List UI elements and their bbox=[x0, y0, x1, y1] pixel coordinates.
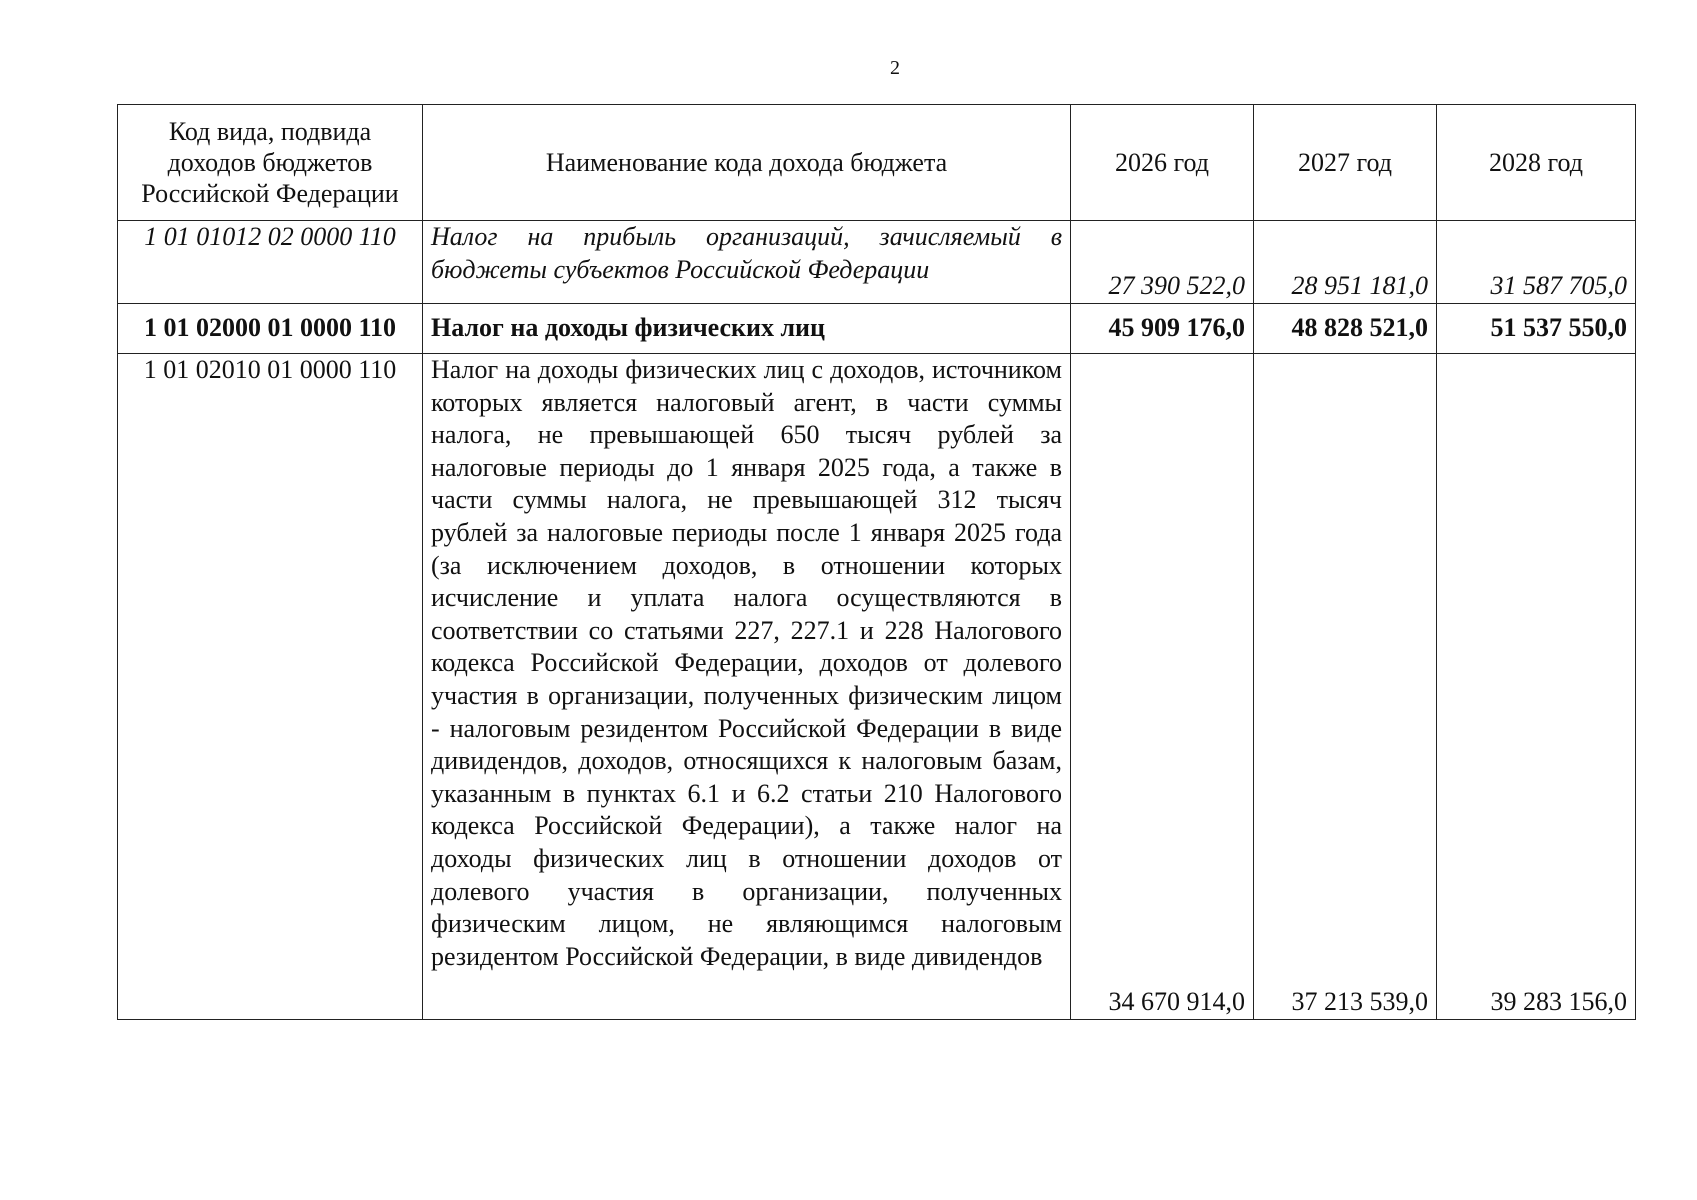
header-name: Наименование кода дохода бюджета bbox=[423, 105, 1071, 221]
revenue-code: 1 01 01012 02 0000 110 bbox=[118, 221, 423, 304]
amount-2026: 27 390 522,0 bbox=[1071, 221, 1254, 304]
budget-revenue-table bbox=[117, 104, 1636, 1020]
amount-2026: 34 670 914,0 bbox=[1071, 354, 1254, 1020]
amount-2026: 45 909 176,0 bbox=[1071, 304, 1254, 354]
amount-2027: 37 213 539,0 bbox=[1254, 354, 1437, 1020]
amount-2027: 28 951 181,0 bbox=[1254, 221, 1437, 304]
table-row bbox=[118, 304, 1636, 354]
amount-2027: 48 828 521,0 bbox=[1254, 304, 1437, 354]
revenue-name: Налог на доходы физических лиц bbox=[423, 304, 1071, 354]
revenue-name: Налог на доходы физических лиц с доходов, источником которых является налоговый агент, в части суммы налога, не превышающей 650 тысяч рублей за налоговые периоды до 1 января 2025 года, а также в части суммы налога, не превышающей 312 тысяч рублей за налоговые периоды после 1 января 2025 года (за исключением доходов, в отношении которых исчисление и уплата налога осуществляются в соответствии со статьями 227, 227.1 и 228 Налогового кодекса Российской Федерации, доходов от долевого участия в организации, полученных физическим лицом - налоговым резидентом Российской Федерации в виде дивидендов, доходов, относящихся к налоговым базам, указанным в пунктах 6.1 и 6.2 статьи 210 Налогового кодекса Российской Федерации), а также налог на доходы физических лиц в отношении доходов от долевого участия в организации, полученных физическим лицом, не являющимся налоговым резидентом Российской Федерации, в виде дивидендов bbox=[423, 354, 1071, 1020]
revenue-code: 1 01 02000 01 0000 110 bbox=[118, 304, 423, 354]
header-year-2028: 2028 год bbox=[1437, 105, 1636, 221]
header-code: Код вида, подвида доходов бюджетов Российской Федерации bbox=[118, 105, 423, 221]
table-row bbox=[118, 354, 1636, 1020]
amount-2028: 51 537 550,0 bbox=[1437, 304, 1636, 354]
amount-2028: 31 587 705,0 bbox=[1437, 221, 1636, 304]
header-year-2026: 2026 год bbox=[1071, 105, 1254, 221]
page-number: 2 bbox=[890, 57, 900, 79]
table-header-row bbox=[118, 105, 1636, 221]
amount-2028: 39 283 156,0 bbox=[1437, 354, 1636, 1020]
header-year-2027: 2027 год bbox=[1254, 105, 1437, 221]
revenue-name: Налог на прибыль организаций, зачисляемый в бюджеты субъектов Российской Федерации bbox=[423, 221, 1071, 304]
table-row bbox=[118, 221, 1636, 304]
revenue-code: 1 01 02010 01 0000 110 bbox=[118, 354, 423, 1020]
